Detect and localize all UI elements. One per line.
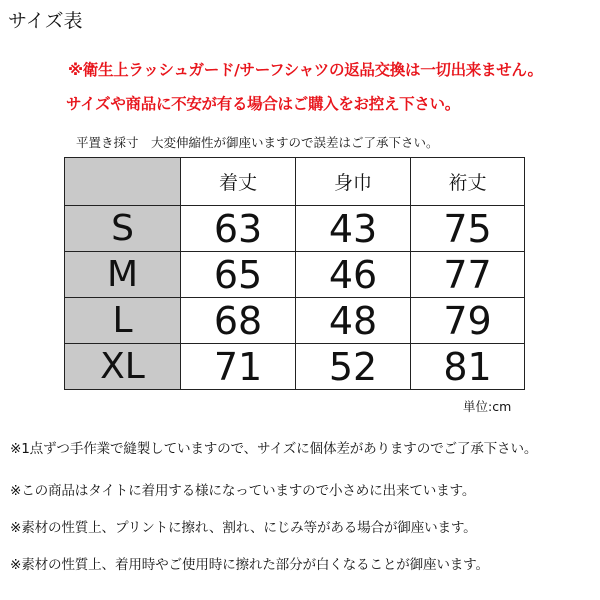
footnote-tight-fit: ※この商品はタイトに着用する様になっていますので小さめに出来ています。 (10, 483, 476, 499)
table-cell: 46 (296, 252, 411, 298)
table-cell: 81 (411, 344, 525, 390)
table-cell: 65 (181, 252, 296, 298)
table-cell: 48 (296, 298, 411, 344)
warning-no-returns: ※衛生上ラッシュガード/サーフシャツの返品交換は一切出来ません。 (68, 61, 543, 79)
table-cell: 43 (296, 206, 411, 252)
table-cell: 77 (411, 252, 525, 298)
footnote-fabric-whitening: ※素材の性質上、着用時やご使用時に擦れた部分が白くなることが御座います。 (10, 557, 489, 573)
header-length: 着丈 (181, 158, 296, 206)
header-sleeve: 裄丈 (411, 158, 525, 206)
table-cell: 71 (181, 344, 296, 390)
unit-label: 単位:cm (463, 399, 512, 414)
footnote-print-wear: ※素材の性質上、プリントに擦れ、割れ、にじみ等がある場合が御座います。 (10, 520, 477, 536)
size-table (64, 157, 525, 390)
size-label: M (65, 252, 181, 298)
table-cell: 75 (411, 206, 525, 252)
size-label: L (65, 298, 181, 344)
table-cell: 68 (181, 298, 296, 344)
header-width: 身巾 (296, 158, 411, 206)
table-cell: 79 (411, 298, 525, 344)
header-corner-cell (65, 158, 181, 206)
size-label: XL (65, 344, 181, 390)
table-cell: 52 (296, 344, 411, 390)
table-row (65, 206, 525, 252)
table-row (65, 252, 525, 298)
warning-purchase-caution: サイズや商品に不安が有る場合はご購入をお控え下さい。 (66, 95, 460, 113)
table-row (65, 344, 525, 390)
size-label: S (65, 206, 181, 252)
table-cell: 63 (181, 206, 296, 252)
measurement-note: 平置き採寸 大変伸縮性が御座いますので誤差はご了承下さい。 (76, 135, 439, 150)
page-title: サイズ表 (8, 10, 83, 32)
table-row (65, 298, 525, 344)
table-header-row (65, 158, 525, 206)
footnote-handmade: ※1点ずつ手作業で縫製していますので、サイズに個体差がありますのでご了承下さい。 (10, 441, 538, 457)
